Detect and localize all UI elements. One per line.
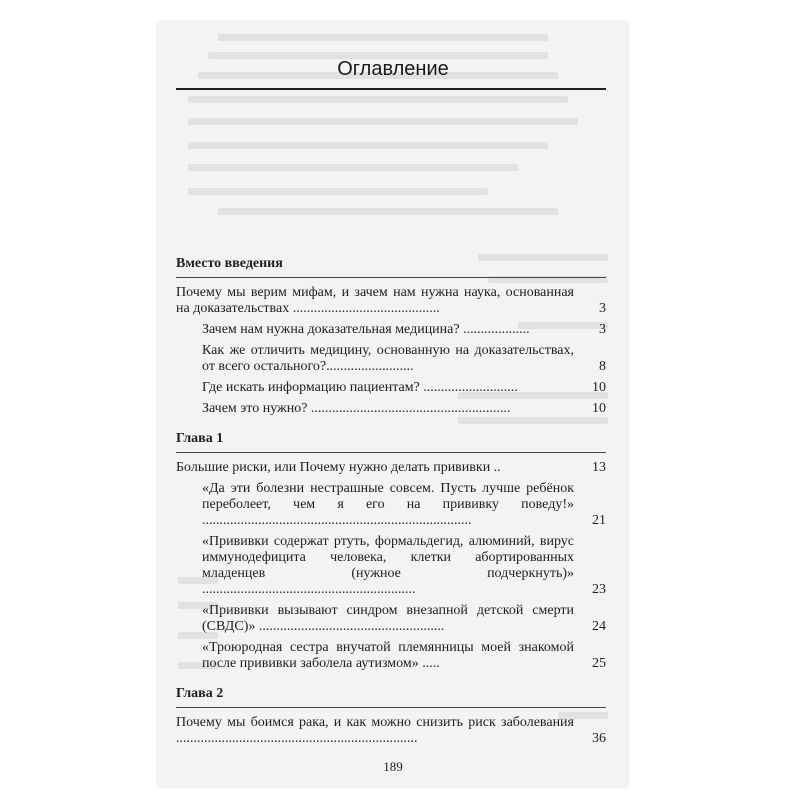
toc-entry [202,401,606,417]
toc-entry [176,460,606,476]
toc-entry [202,380,606,396]
entry-text: Как же отличить медицину, основанную на доказательствах, от всего остального?......................... [202,343,574,374]
entry-text: Зачем нам нужна доказательная медицина? ................... [202,322,530,337]
toc-entry [202,534,606,598]
section-rule [176,452,606,453]
entry-page: 10 [592,380,606,395]
toc-content [176,256,606,752]
entry-text: «Прививки вызывают синдром внезапной детской смерти (СВДС)» ..................................................... [202,603,574,634]
toc-title: Оглавление [337,58,449,80]
entry-text: «Прививки содержат ртуть, формальдегид, алюминий, вирус иммунодефицита человека, клетки абортированных младенцев (нужное подчеркнуть)» ............................................................. [202,534,574,597]
section-heading: Глава 2 [176,686,224,701]
entry-page: 10 [592,401,606,416]
toc-entry [202,343,606,375]
entry-page: 23 [592,582,606,597]
entry-page: 24 [592,619,606,634]
entry-text: Почему мы боимся рака, и как можно снизить риск заболевания ..................................................................... [176,715,574,746]
entry-page: 13 [592,460,606,475]
section-rule [176,707,606,708]
entry-text: Где искать информацию пациентам? ........................... [202,380,518,395]
section-rule [176,277,606,278]
book-page [158,22,628,787]
entry-page: 21 [592,513,606,528]
entry-page: 3 [599,301,606,316]
section-heading: Глава 1 [176,431,224,446]
toc-entry [202,603,606,635]
toc-entry [202,322,606,338]
entry-text: Зачем это нужно? ......................................................... [202,401,511,416]
entry-page: 8 [599,359,606,374]
section-heading: Вместо введения [176,256,283,271]
toc-entry [176,715,606,747]
toc-entry [202,640,606,672]
entry-text: «Троюродная сестра внучатой племянницы моей знакомой после прививки заболела аутизмом» ..... [202,640,574,671]
entry-text: Большие риски, или Почему нужно делать прививки .. [176,460,501,475]
entry-page: 36 [592,731,606,746]
entry-text: «Да эти болезни нестрашные совсем. Пусть лучше ребёнок переболеет, чем я его на прививку поведу!» ............................................................................. [202,481,574,528]
toc-entry [202,481,606,529]
entry-text: Почему мы верим мифам, и зачем нам нужна наука, основанная на доказательствах .......................................... [176,285,574,316]
entry-page: 25 [592,656,606,671]
page-number: 189 [383,759,403,774]
title-rule [176,88,606,90]
toc-entry [176,285,606,317]
entry-page: 3 [599,322,606,337]
